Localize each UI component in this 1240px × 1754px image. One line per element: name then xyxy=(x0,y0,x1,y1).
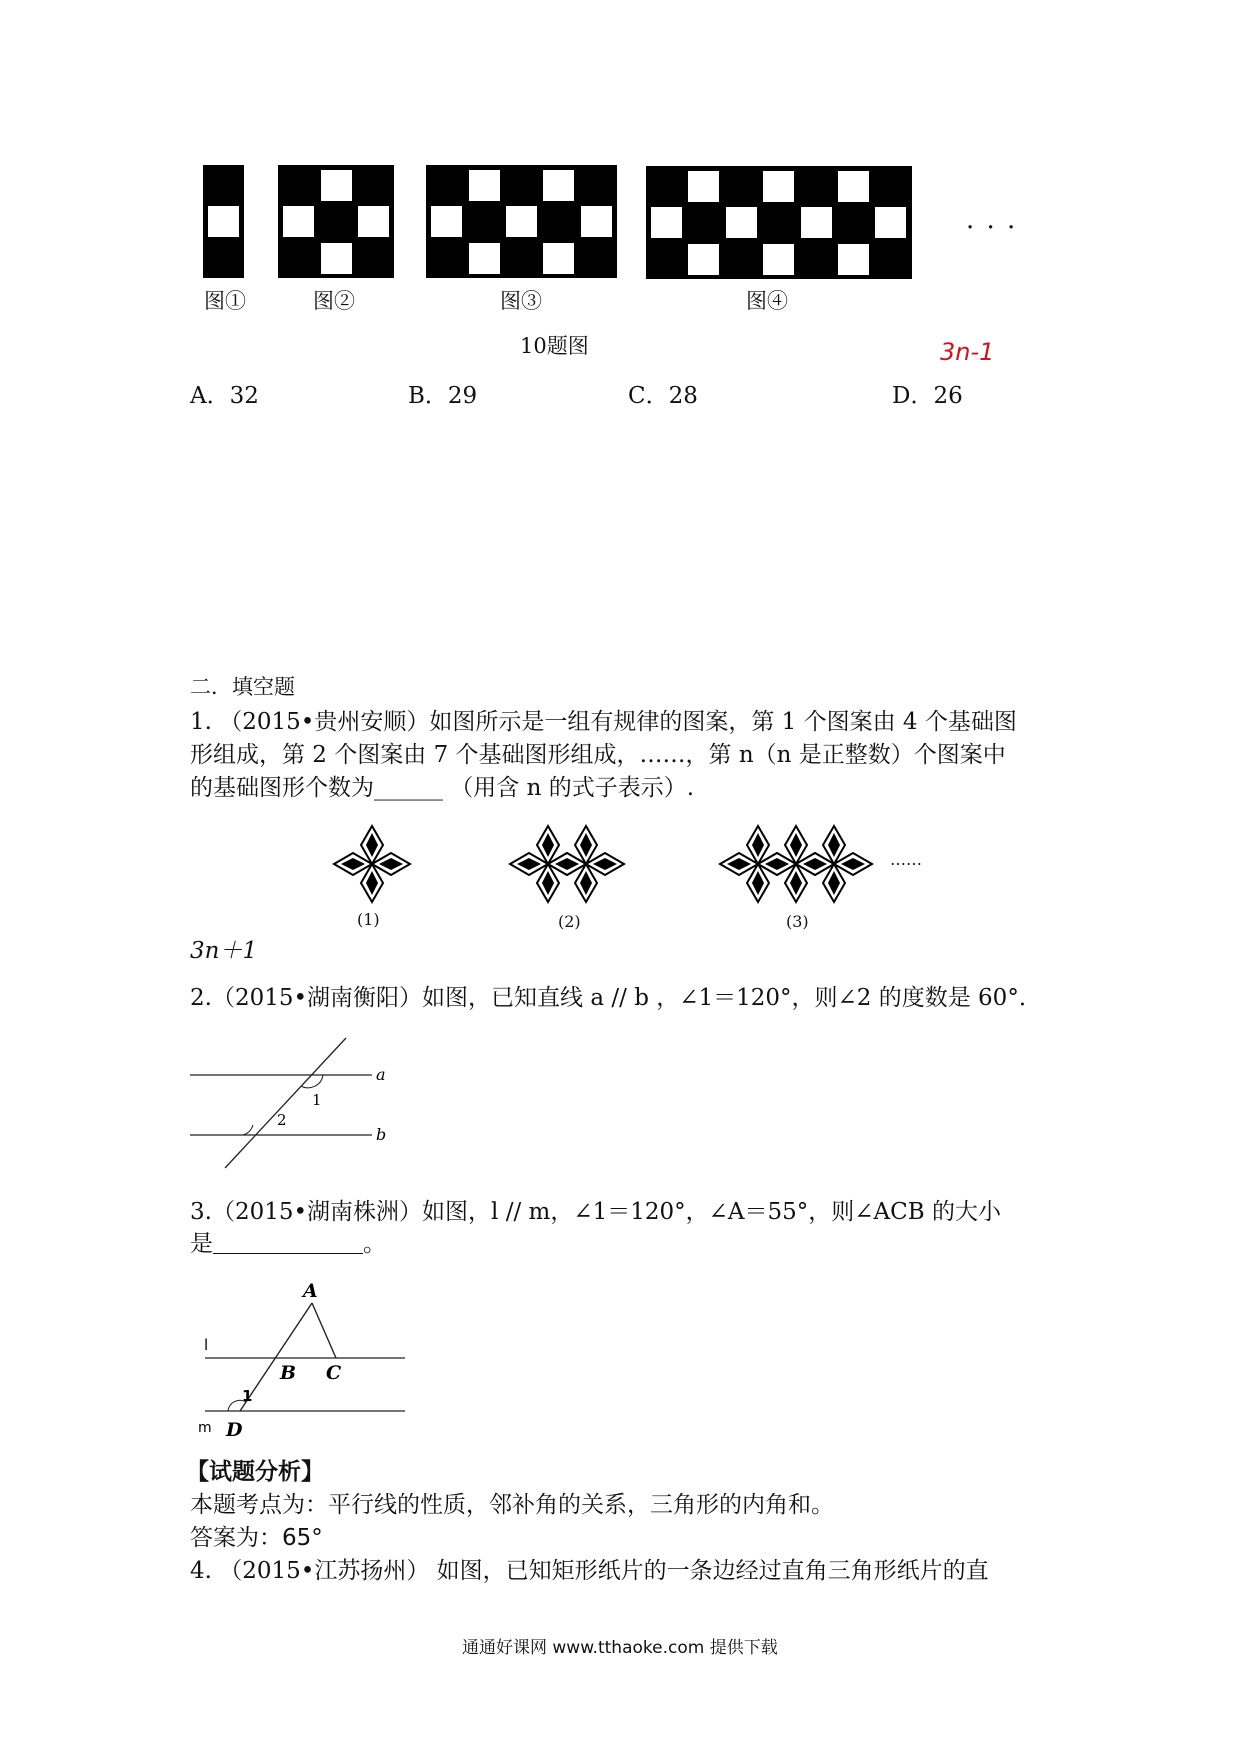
angle-label-1: 1 xyxy=(312,1091,322,1109)
line-label-b: b xyxy=(376,1125,387,1144)
checker-fig-2 xyxy=(278,165,394,278)
option-b: B．29 xyxy=(408,383,478,409)
figure-ellipsis: · · · xyxy=(966,213,1018,243)
q1-line-3: 的基础图形个数为______ （用含 n 的式子表示）. xyxy=(190,775,695,801)
line-label-m: m xyxy=(198,1420,212,1436)
handwritten-answer-note: 3n-1 xyxy=(940,338,995,366)
line-label-a: a xyxy=(376,1065,386,1084)
q2-text: 2.（2015•湖南衡阳）如图，已知直线 a // b ，∠1＝120°，则∠2 的度数是 60°． xyxy=(190,985,1042,1011)
pattern-ellipsis: …… xyxy=(890,850,922,869)
option-d: D．26 xyxy=(892,383,963,409)
checker-fig-3 xyxy=(426,165,617,278)
analysis-text: 本题考点为：平行线的性质，邻补角的关系，三角形的内角和。 xyxy=(190,1492,834,1518)
fig-label-3: 图③ xyxy=(500,289,542,313)
diamond-pattern-figures xyxy=(0,810,1240,930)
q3-line-2 xyxy=(190,1228,386,1261)
option-a: A．32 xyxy=(190,383,259,409)
q3-line-1: 3.（2015•湖南株洲）如图，l // m，∠1＝120°，∠A＝55°，则∠ACB 的大小 xyxy=(190,1199,1001,1225)
q3-line-2-end: 。 xyxy=(363,1231,386,1257)
fig-label-1: 图① xyxy=(204,289,246,313)
q2-figure xyxy=(180,1030,410,1170)
fig-label-2: 图② xyxy=(313,289,355,313)
point-label-c: C xyxy=(326,1362,342,1384)
q1-answer: 3n＋1 xyxy=(190,938,258,964)
pattern-label-1: (1) xyxy=(357,910,380,929)
point-label-b: B xyxy=(280,1362,297,1384)
q3-figure xyxy=(190,1275,420,1445)
pattern-2 xyxy=(510,826,624,902)
line-label-l: l xyxy=(204,1336,209,1354)
checker-figures xyxy=(0,0,1240,300)
q10-caption: 10题图 xyxy=(520,334,589,358)
q4-line-1: 4. （2015•江苏扬州） 如图，已知矩形纸片的一条边经过直角三角形纸片的直 xyxy=(190,1558,989,1584)
q1-line-1: 1. （2015•贵州安顺）如图所示是一组有规律的图案，第 1 个图案由 4 个基础图 xyxy=(190,709,1017,735)
analysis-title: 【试题分析】 xyxy=(186,1459,324,1485)
point-label-d: D xyxy=(226,1419,243,1441)
fig-label-4: 图④ xyxy=(746,289,788,313)
analysis-answer: 答案为：65° xyxy=(190,1525,323,1551)
q10-figure xyxy=(0,0,1240,300)
angle-label-1: 1 xyxy=(242,1387,253,1405)
q1-figure xyxy=(0,810,1240,930)
angle-label-2: 2 xyxy=(277,1111,287,1129)
q1-line-2: 形组成，第 2 个图案由 7 个基础图形组成，……，第 n（n 是正整数）个图案中 xyxy=(190,742,1006,768)
answer-blank xyxy=(213,1229,363,1254)
checker-fig-4 xyxy=(646,166,912,279)
pattern-label-3: (3) xyxy=(786,912,809,931)
parallel-lines-diagram xyxy=(180,1030,410,1170)
q3-line-2-text: 是 xyxy=(190,1231,213,1257)
option-c: C．28 xyxy=(628,383,698,409)
point-label-a: A xyxy=(303,1280,318,1302)
triangle-parallel-diagram xyxy=(190,1275,420,1445)
page-footer: 通通好课网 www.tthaoke.com 提供下载 xyxy=(462,1638,778,1658)
section-title: 二．填空题 xyxy=(190,675,295,699)
checker-fig-1 xyxy=(203,165,244,278)
pattern-3 xyxy=(720,826,872,902)
pattern-1 xyxy=(334,826,410,902)
pattern-label-2: (2) xyxy=(558,912,581,931)
